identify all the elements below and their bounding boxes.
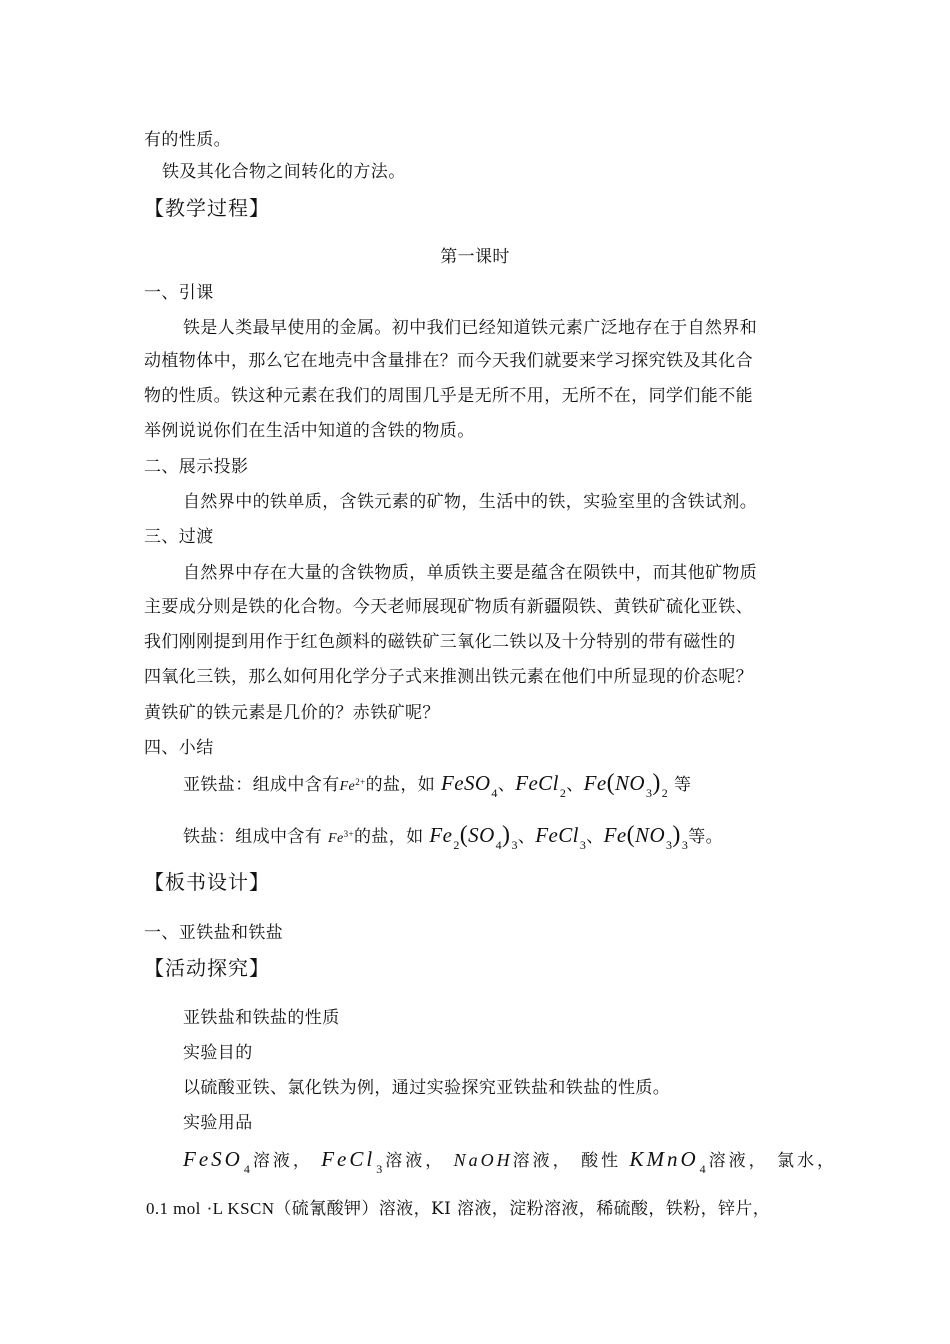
board-design-item-1: 一、亚铁盐和铁盐 <box>144 923 284 943</box>
separator: 、 <box>566 775 584 795</box>
concentration: 0.1 mol <box>146 1199 201 1218</box>
lesson-title: 第一课时 <box>440 247 510 267</box>
activity-heading: 【活动探究】 <box>144 956 270 980</box>
separator: 、 <box>497 775 516 795</box>
formula-fe2-so4-3: $Fe_2(SO_4)_3$ <box>429 822 518 852</box>
purpose-label: 实验目的 <box>183 1043 253 1063</box>
reagent-acidic: 酸性 <box>581 1151 622 1171</box>
section-3-line: 自然界中存在大量的含铁物质，单质铁主要是蕴含在陨铁中，而其他矿物质 <box>183 563 758 583</box>
concentration-unit: ·L KSCN <box>206 1199 275 1218</box>
section-3-line: 四氧化三铁，那么如何用化学分子式来推测出铁元素在他们中所显现的价态呢？ <box>144 667 753 687</box>
section-2-line: 自然界中的铁单质，含铁元素的矿物，生活中的铁，实验室里的含铁试剂。 <box>183 492 758 512</box>
intro-line-1: 有的性质。 <box>144 130 231 150</box>
reagent-chlorine-water: 氯水， <box>777 1151 838 1171</box>
reagents-line-2 <box>146 1197 770 1221</box>
purpose-text: 以硫酸亚铁、氯化铁为例，通过实验探究亚铁盐和铁盐的性质。 <box>183 1078 671 1098</box>
ferrous-mid: 的盐，如 <box>365 775 436 795</box>
reagent-fecl3: FeCl$_3$ <box>321 1147 386 1176</box>
fe3-ion: $Fe^{3+}$ <box>328 829 354 846</box>
activity-title: 亚铁盐和铁盐的性质 <box>183 1008 340 1028</box>
section-1-title: 一、引课 <box>144 283 214 303</box>
reagent-text: 溶液， <box>385 1151 446 1171</box>
section-1-line: 物的性质。铁这种元素在我们的周围几乎是无所不用，无所不在，同学们能不能 <box>144 386 753 406</box>
section-1-line: 动植物体中，那么它在地壳中含量排在？而今天我们就要来学习探究铁及其化合 <box>144 351 753 371</box>
ferrous-end: 等 <box>674 775 692 795</box>
formula-fecl2: FeCl$_2$ <box>515 771 567 800</box>
ferric-end: 等。 <box>688 827 724 847</box>
reagents-rest: （硫氰酸钾）溶液，KI 溶液，淀粉溶液，稀硫酸，铁粉，锌片， <box>274 1199 771 1219</box>
ferrous-prefix: 亚铁盐：组成中含有 <box>183 775 340 795</box>
section-3-line: 我们刚刚提到用作于红色颜料的磁铁矿三氧化二铁以及十分特别的带有磁性的 <box>144 632 736 652</box>
separator: 、 <box>586 827 604 847</box>
section-3-line: 黄铁矿的铁元素是几价的？赤铁矿呢？ <box>144 703 440 723</box>
reagents-line-1 <box>183 1147 837 1181</box>
formula-fe-no3-3: $Fe(NO_3)_3$ <box>603 822 689 852</box>
ferric-mid: 的盐，如 <box>353 827 424 847</box>
section-1-line: 举例说说你们在生活中知道的含铁的物质。 <box>144 421 475 441</box>
reagent-feso4: FeSO$_4$ <box>183 1147 253 1176</box>
materials-label: 实验用品 <box>183 1113 253 1133</box>
reagent-kmno4: KMnO$_4$ <box>629 1147 709 1176</box>
reagent-text: 溶液， <box>512 1151 573 1171</box>
reagent-text: 溶液， <box>708 1151 769 1171</box>
section-1-line: 铁是人类最早使用的金属。初中我们已经知道铁元素广泛地存在于自然界和 <box>183 318 758 338</box>
fe2-ion: $Fe^{2+}$ <box>339 777 366 794</box>
reagent-text: 溶液， <box>252 1151 313 1171</box>
separator: 、 <box>517 827 536 847</box>
section-3-line: 主要成分则是铁的化合物。今天老师展现矿物质有新疆陨铁、黄铁矿硫化亚铁、 <box>144 597 753 617</box>
formula-fecl3: FeCl$_3$ <box>535 823 587 852</box>
teaching-process-heading: 【教学过程】 <box>144 196 270 220</box>
formula-fe-no3-2: $Fe(NO_3)_2$ <box>583 770 669 800</box>
section-3-title: 三、过渡 <box>144 527 214 547</box>
intro-line-2: 铁及其化合物之间转化的方法。 <box>162 162 406 182</box>
ferric-prefix: 铁盐：组成中含有 <box>183 827 323 847</box>
board-design-heading: 【板书设计】 <box>144 870 270 894</box>
section-2-title: 二、展示投影 <box>144 457 249 477</box>
section-4-title: 四、小结 <box>144 738 214 758</box>
ferric-salt-line <box>183 822 723 857</box>
reagent-naoh: NaOH <box>453 1150 513 1170</box>
ferrous-salt-line <box>183 770 691 805</box>
formula-feso4: FeSO$_4$ <box>441 771 498 800</box>
